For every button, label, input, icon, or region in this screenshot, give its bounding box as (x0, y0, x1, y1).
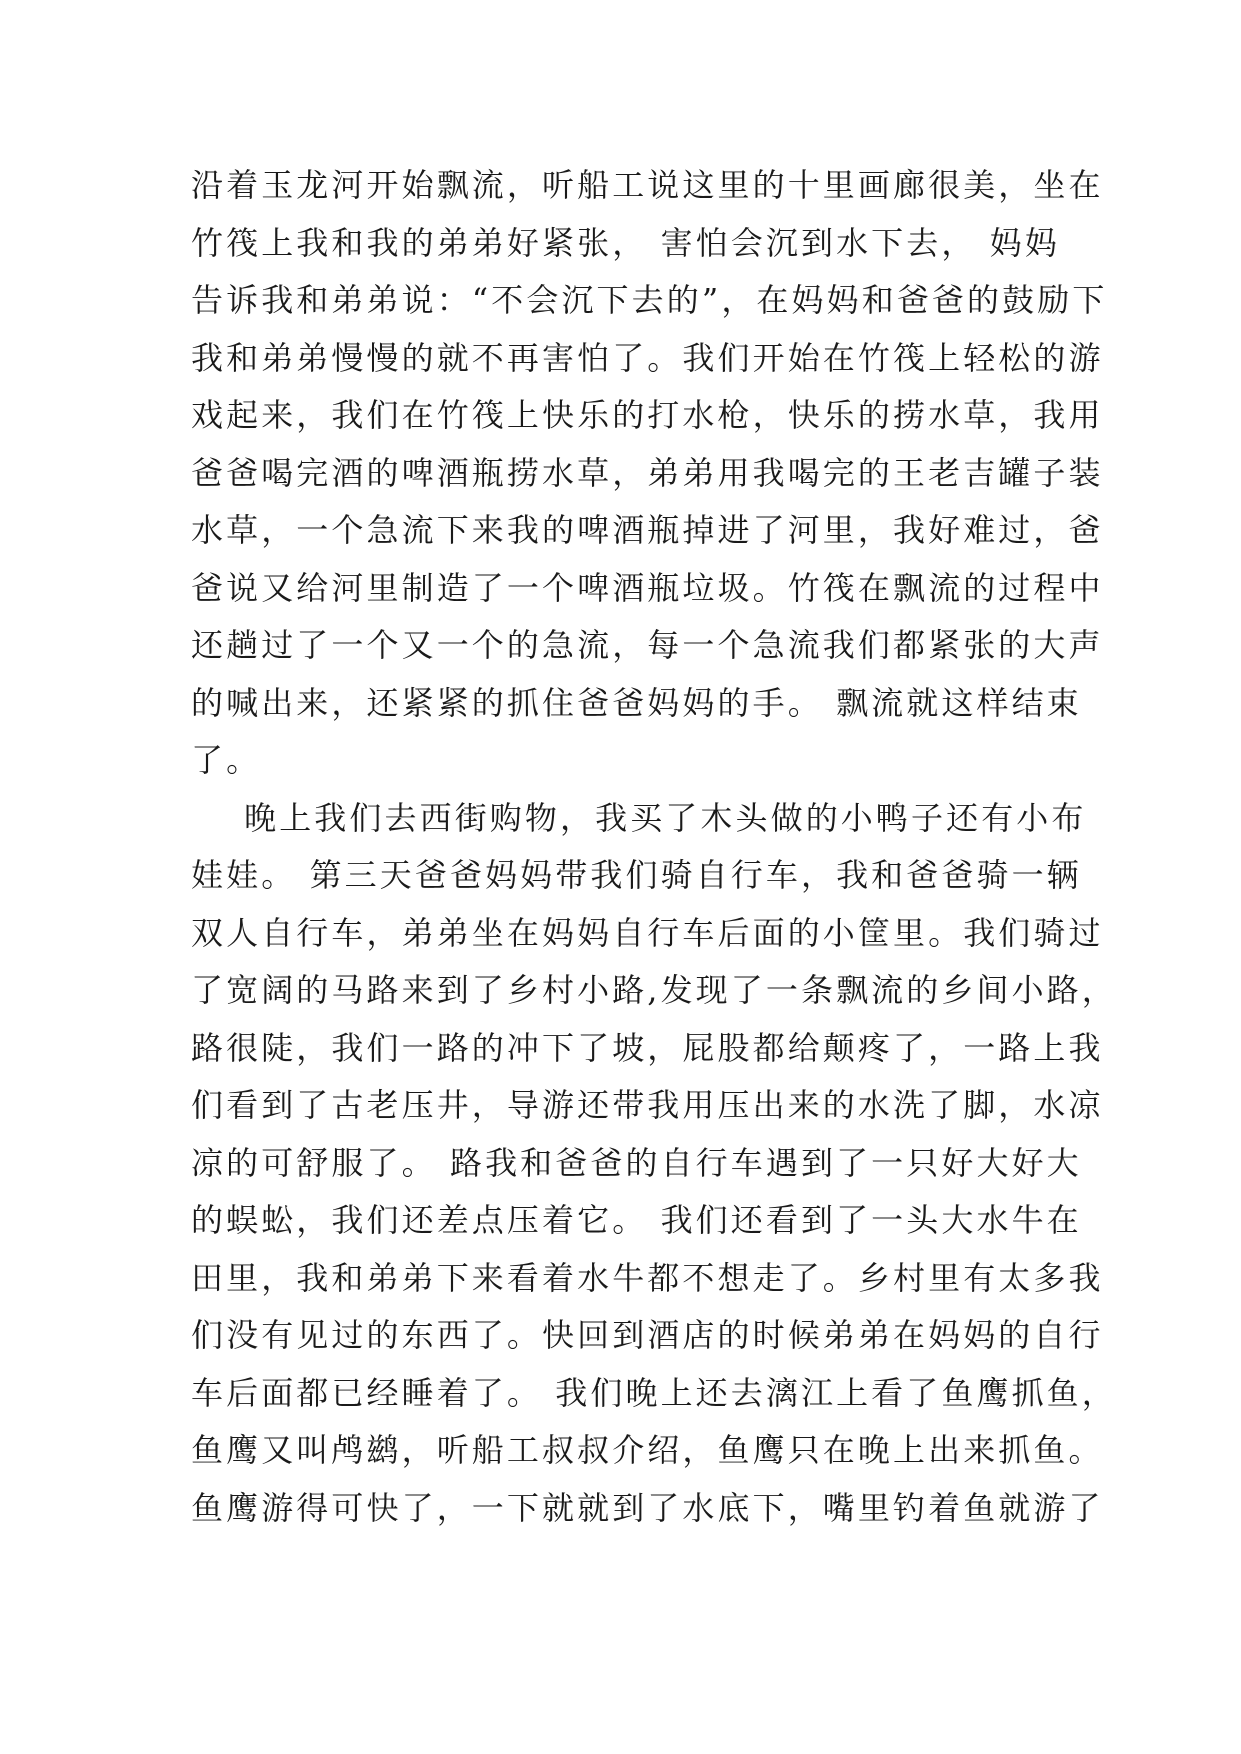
text-line: 凉的可舒服了。 路我和爸爸的自行车遇到了一只好大好大 (191, 1143, 1082, 1182)
text-line: 娃娃。 第三天爸爸妈妈带我们骑自行车，我和爸爸骑一辆 (191, 856, 1082, 894)
text-line: 们没有见过的东西了。快回到酒店的时候弟弟在妈妈的自行 (191, 1316, 1104, 1354)
text-line: 晚上我们去西街购物，我买了木头做的小鸭子还有小布 (191, 798, 1087, 837)
text-line: 还趟过了一个又一个的急流，每一个急流我们都紧张的大声 (191, 626, 1104, 664)
text-line: 戏起来，我们在竹筏上快乐的打水枪，快乐的捞水草，我用 (191, 396, 1104, 434)
text-line: 双人自行车，弟弟坐在妈妈自行车后面的小筐里。我们骑过 (191, 913, 1104, 952)
text-line: 了宽阔的马路来到了乡村小路,发现了一条飘流的乡间小路， (191, 971, 1117, 1009)
text-line: 我和弟弟慢慢的就不再害怕了。我们开始在竹筏上轻松的游 (191, 338, 1104, 377)
text-line: 鱼鹰又叫鸬鹚，听船工叔叔介绍，鱼鹰只在晚上出来抓鱼。 (191, 1431, 1104, 1469)
text-line: 们看到了古老压井，导游还带我用压出来的水洗了脚，水凉 (191, 1086, 1104, 1124)
text-line: 告诉我和弟弟说：“不会沉下去的”，在妈妈和爸爸的鼓励下 (191, 281, 1108, 319)
text-line: 了。 (191, 741, 262, 779)
text-line: 鱼鹰游得可快了，一下就就到了水底下，嘴里钓着鱼就游了 (191, 1488, 1104, 1527)
text-line: 爸说又给河里制造了一个啤酒瓶垃圾。竹筏在飘流的过程中 (191, 568, 1104, 607)
text-line: 爸爸喝完酒的啤酒瓶捞水草，弟弟用我喝完的王老吉罐子装 (191, 453, 1104, 492)
essay-body (191, 157, 1117, 1537)
text-line: 的蜈蚣，我们还差点压着它。 我们还看到了一头大水牛在 (191, 1201, 1082, 1239)
text-line: 水草，一个急流下来我的啤酒瓶掉进了河里，我好难过，爸 (191, 511, 1104, 549)
text-line: 田里，我和弟弟下来看着水牛都不想走了。乡村里有太多我 (191, 1258, 1104, 1297)
text-line: 的喊出来，还紧紧的抓住爸爸妈妈的手。 飘流就这样结束 (191, 683, 1082, 722)
text-line: 竹筏上我和我的弟弟好紧张， 害怕会沉到水下去， 妈妈 (191, 223, 1060, 262)
text-line: 沿着玉龙河开始飘流，听船工说这里的十里画廊很美，坐在 (191, 166, 1104, 204)
text-line: 路很陡，我们一路的冲下了坡，屁股都给颠疼了，一路上我 (191, 1028, 1104, 1067)
text-line: 车后面都已经睡着了。 我们晚上还去漓江上看了鱼鹰抓鱼， (191, 1373, 1117, 1412)
